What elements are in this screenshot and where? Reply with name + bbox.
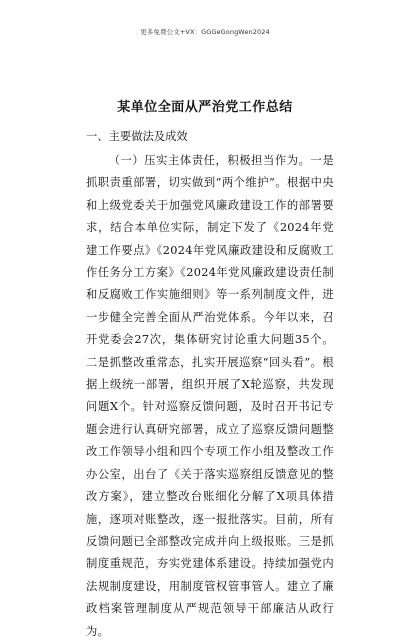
document-title: 某单位全面从严治党工作总结 (117, 100, 293, 115)
body-paragraph: （一）压实主体责任，积极担当作为。一是抓职责重部署，切实做到“两个维护”。根据中央和上级党委关于加强党风廉政建设工作的部署要求，结合本单位实际，制定下发了《2024年党建工作要点》《2024年党风廉政建设和反腐败工作任务分工方案》《2024年党风廉政建设责任制和反腐败工作实施细则》等一系列制度文件，进一步健全完善全面从严治党体系。今年以来，召开党委会27次，集体研究讨论重大问题35个。二是抓整改重常态，扎实开展巡察“回头看”。根据上级统一部署，组织开展了X轮巡察，共发现问题X个。针对巡察反馈问题，及时召开书记专题会进行认真研究部署，成立了巡察反馈问题整改工作领导小组和四个专项工作小组及整改工作办公室，出台了《关于落实巡察组反馈意见的整改方案》，建立整改台账细化分解了X项具体措施，逐项对账整改，逐一报批落实。目前，所有反馈问题已全部整改完成并向上级报账。三是抓制度重规范，夯实党建体系建设。持续加强党内法规制度建设，用制度管权管事管人。建立了廉政档案管理制度从严规范领导干部廉洁从政行为。 (86, 154, 334, 638)
header-note: 更多免费公文+VX：GGGeGongWen2024 (140, 28, 270, 36)
section-heading: 一、主要做法及成效 (86, 130, 188, 143)
